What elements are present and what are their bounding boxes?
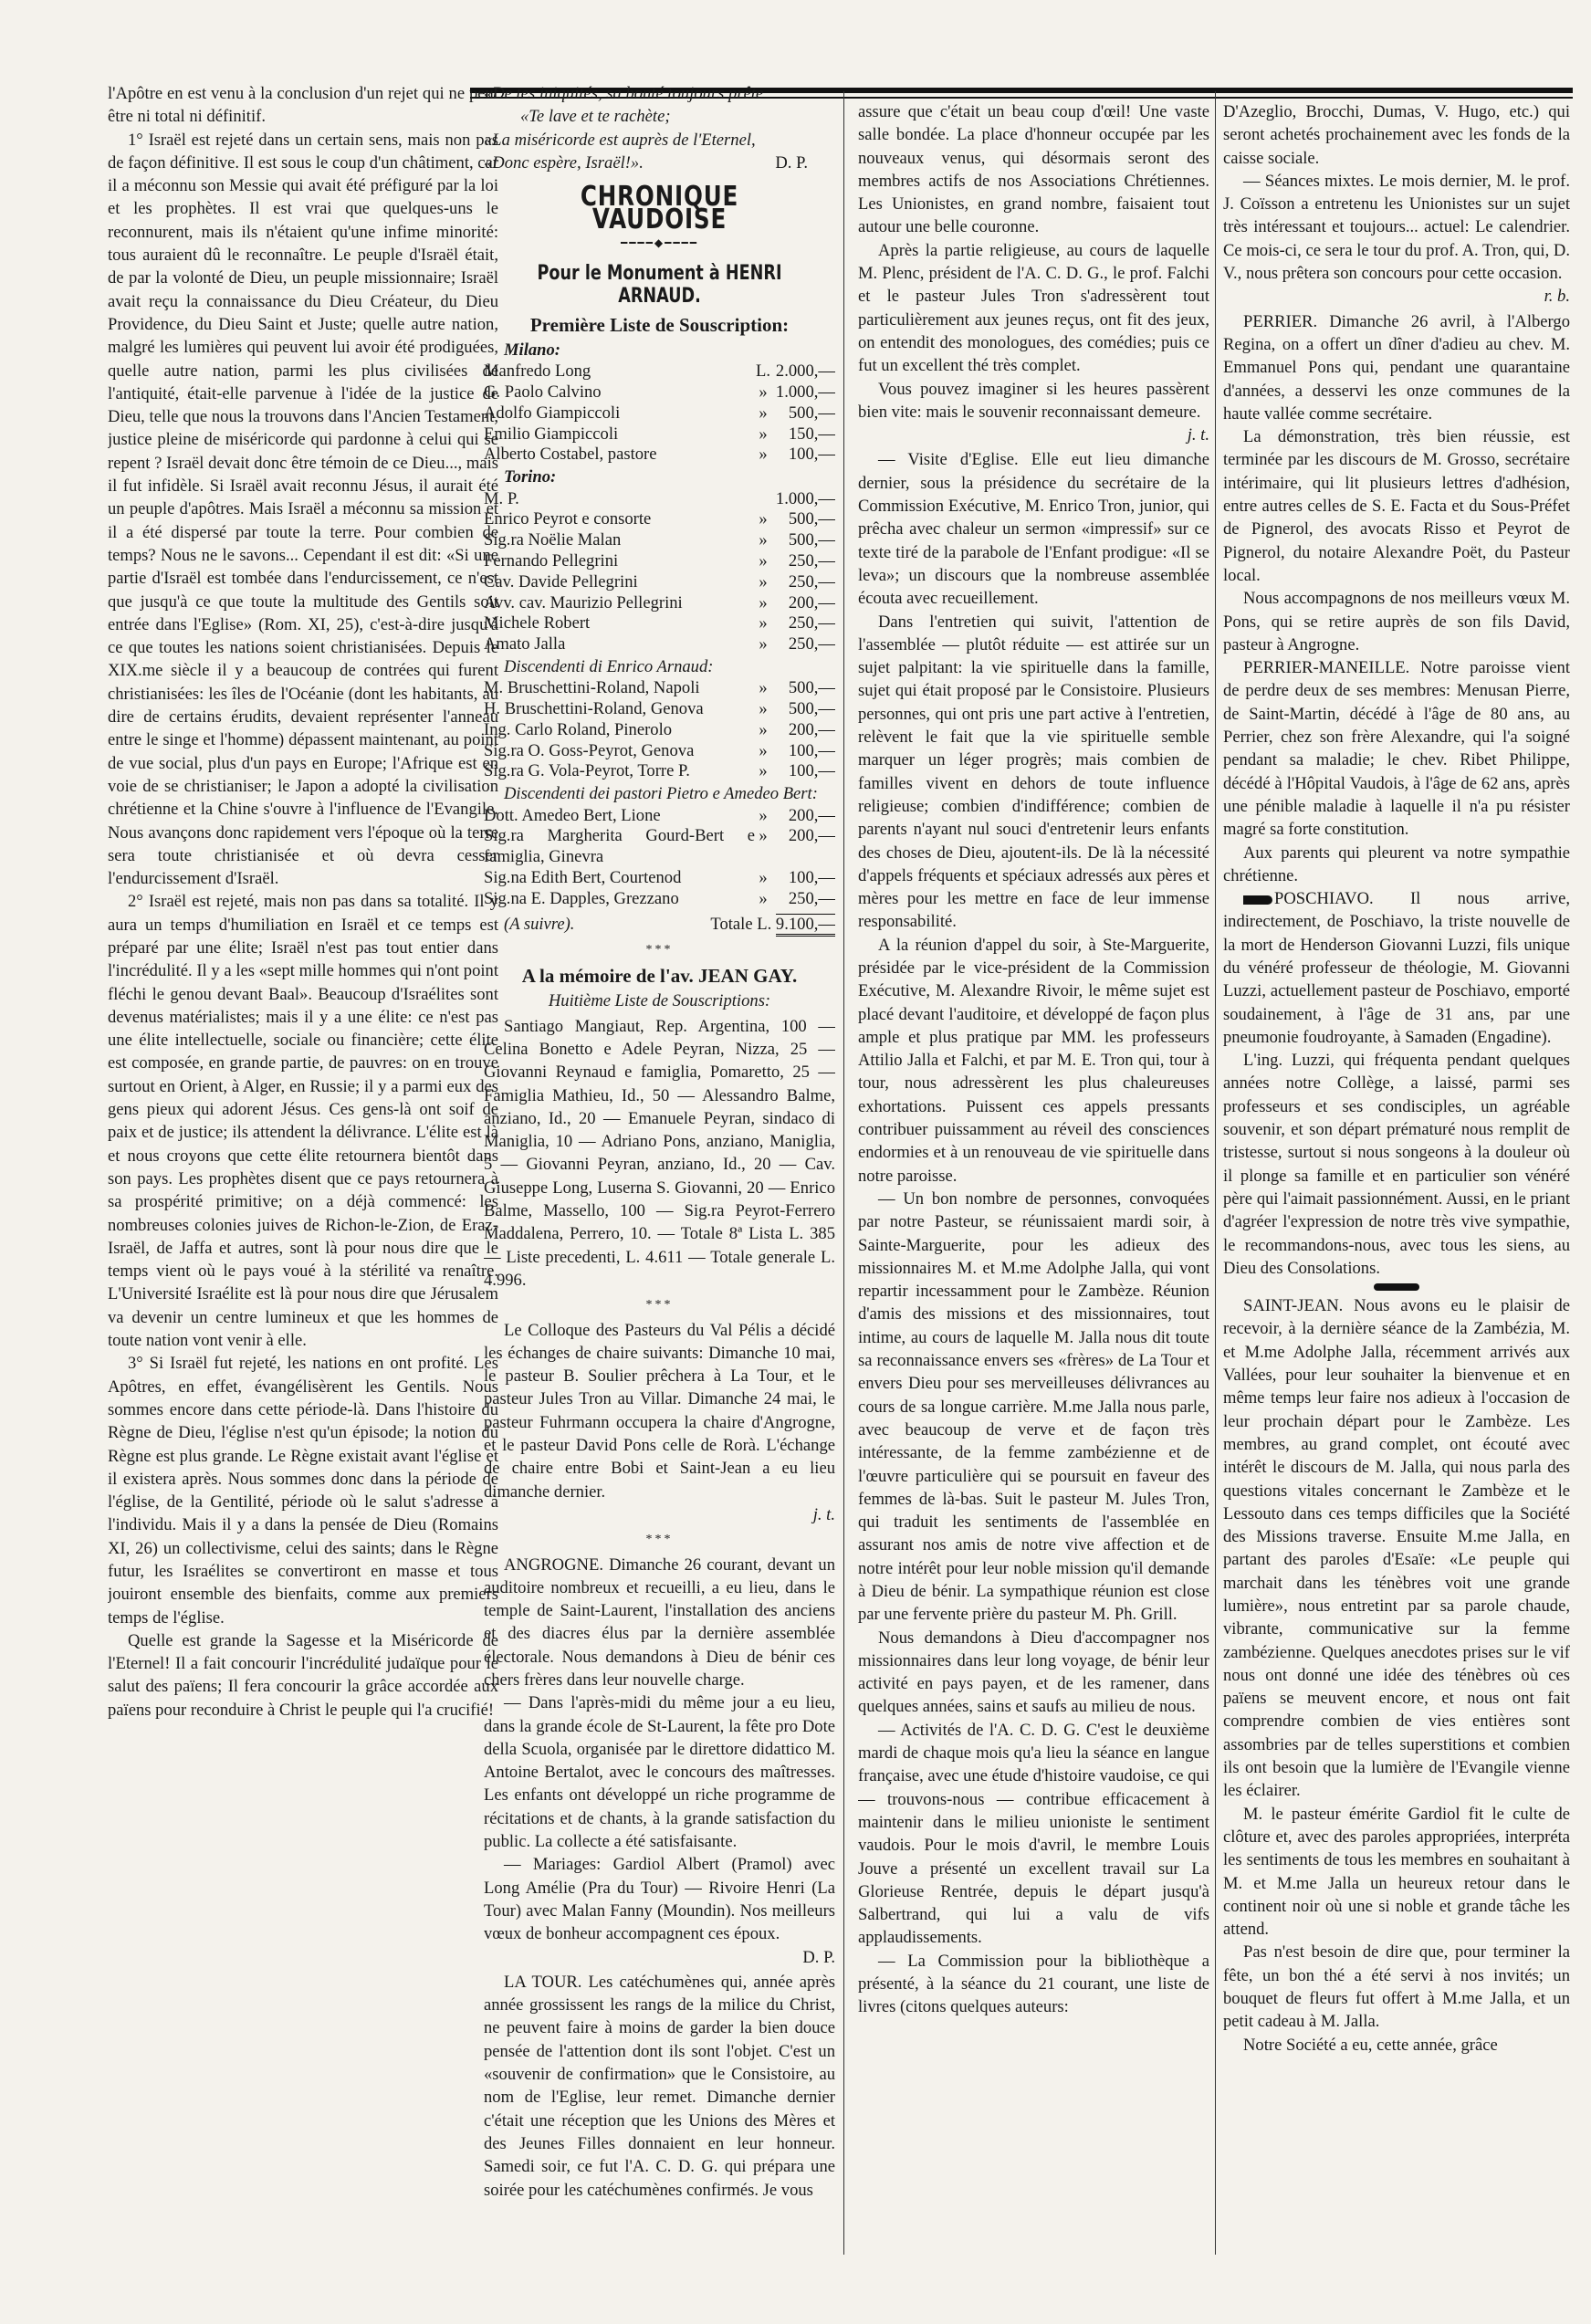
section-heading: CHRONIQUE VAUDOISE [580, 181, 739, 236]
ditto-mark: » [759, 550, 768, 571]
ditto-mark: » [759, 761, 768, 781]
list-heading: Huitième Liste de Souscriptions: [548, 991, 771, 1011]
amount: 100,— [788, 740, 835, 760]
table-row [484, 889, 835, 910]
ditto-mark: » [759, 719, 768, 739]
amount: 1.000,— [775, 488, 835, 508]
paragraph: Notre Société a eu, cette année, grâce [1243, 2035, 1498, 2055]
paragraph: ANGROGNE. Dimanche 26 courant, devant un auditoire nombreux et recueilli, a eu lieu, dans le temple de Saint-Laurent, l'installation des anciens et des diacres élus par la dernière assemblée électorale. Nous demandons à Dieu de bénir ces chers frères dans leur nouvelle charge. [484, 1555, 835, 1690]
poem-line: «Donc espère, Israël!». [484, 152, 644, 173]
ornament-icon: ━━━━◆━━━━ [620, 236, 699, 249]
signature: D. P. [802, 1947, 835, 1967]
table-row [484, 530, 835, 551]
paragraph: PERRIER. Dimanche 26 avril, à l'Albergo Regina, on a offert un dîner d'adieu au chev. M. Emmanuel Pons qui, pendant une quarantaine d'années, a desservi les onze communes de la haute vallée comme secrétaire. [1223, 311, 1570, 424]
signature: j. t. [812, 1504, 835, 1524]
table-row [484, 403, 835, 424]
paragraph: 3° Si Israël fut rejeté, les nations en ont profité. Les Apôtres, en effet, évangélisèrent les Gentils. Nous sommes encore dans cette période-là. Dans l'histoire du Règne de Dieu, l'église n'est qu'un épisode; la notion du Règne est plus grande. Le Règne existait avant l'église et il existera après. Nous sommes donc dans la période de l'église, de la Gentilité, période où le salut s'adresse à l'individu. Mais il y a dans la pensée de Dieu (Romains XI, 26) un collectivisme, celui des saints; dans le Règne futur, les Israélites se convertiront en masse et tous jouiront ensemble des bienfaits, comme aux premiers temps de l'église. [108, 1354, 498, 1628]
amount: 200,— [788, 592, 835, 612]
table-row [484, 678, 835, 699]
paragraph: D'Azeglio, Brocchi, Dumas, V. Hugo, etc.) qui seront achetés prochainement avec les fonds de la caisse sociale. [1223, 102, 1570, 168]
signature: D. P. [775, 152, 808, 173]
subscriber-name: Ing. Carlo Roland, Pinerolo [484, 719, 673, 739]
paragraph-text: POSCHIAVO. Il nous arrive, indirectement, de Poschiavo, la triste nouvelle de la mort de Henderson Giovanni Luzzi, fils unique du vénéré professeur de théologie, M. Giovanni Luzzi, actuellement pasteur de Poschiavo, emporté soudainement, à l'âge de 31 ans, par une pneumonie foudroyante, à Samaden (Engadine). [1223, 889, 1570, 1047]
table-row [484, 361, 835, 382]
ditto-mark: » [759, 382, 768, 403]
paragraph: L'ing. Luzzi, qui fréquenta pendant quelques années notre Collège, a laissé, parmi ses professeurs et ses condisciples, un agréable souvenir, et son départ prématuré nous remplit de tristesse, surtout si nous songeons à la douleur où il plonge sa famille et en particulier son vénéré père qui l'aimait passionnément. Aussi, en le priant d'agréer l'expression de notre très vive sympathie, le recommandons-nous, avec tous les siens, au Dieu des Consolations. [1223, 1051, 1570, 1278]
amount: 150,— [788, 424, 835, 444]
subscriber-name: Emilio Giampiccoli [484, 424, 619, 444]
ditto-mark: » [759, 678, 768, 698]
subscriber-name: Sig.ra O. Goss-Peyrot, Genova [484, 740, 695, 760]
separator: *** [645, 942, 674, 957]
amount: 250,— [788, 550, 835, 571]
paragraph: l'Apôtre en est venu à la conclusion d'un rejet qui ne peut être ni total ni définitif. [108, 84, 498, 127]
paragraph: Dans l'entretien qui suivit, l'attention de l'assemblée — plutôt réduite — est attirée sur un sujet palpitant: la vie spirituelle dans la famille, sujet qui était proposé par le Consistoire. Plusieurs personnes, qui ont pris une part active à l'entretien, relèvent le fait que la vie spirituelle semble marquer un léger progrès; mais combien de familles vivent en dehors de toute influence religieuse; combien d'indifférence; combien de parents n'ayant nul souci d'entretenir leurs enfants des choses de Dieu, ajoutent-ils. De là la nécessité d'appels fréquents et spéciaux adressés aux pères et mères pour les mettre en face de leur immense responsabilité. [858, 612, 1209, 932]
table-row [484, 634, 835, 655]
column-divider [1215, 91, 1216, 2255]
paragraph: — Visite d'Eglise. Elle eut lieu dimanche dernier, sous la présidence du secrétaire de la Commission Exécutive, M. Enrico Tron, junior, qui prêcha avec chaleur un sermon «impressif» sur ce texte tiré de la parabole de l'Enfant prodigue: «Il se leva»; un discours que la nombreuse assemblée écouta avec recueillement. [858, 450, 1209, 609]
paragraph: — Mariages: Gardiol Albert (Pramol) avec Long Amélie (Pra du Tour) — Rivoire Henri (La Tour) avec Malan Fanny (Moundin). Nos meilleurs vœux de bonheur accompagnent ces époux. [484, 1855, 835, 1944]
table-row [484, 720, 835, 741]
signature: j. t. [1187, 425, 1209, 445]
article-heading: Pour le Monument à HENRI ARNAUD. [537, 262, 782, 309]
amount: 200,— [788, 826, 835, 846]
ditto-mark: L. [755, 361, 770, 382]
subscription-group-label: Milano: [504, 340, 560, 360]
subscriber-name: H. Bruschettini-Roland, Genova [484, 699, 704, 719]
paragraph: PERRIER-MANEILLE. Notre paroisse vient de perdre deux de ses membres: Menusan Pierre, de Saint-Martin, décédé à l'âge de 80 ans, au Perrier, chez son frère Alexandre, qui l'a soigné pendant sa maladie; le chev. Ribet Philippe, décédé à l'Hôpital Vaudois, à l'âge de 62 ans, après une pénible maladie à laquelle il n'a pu résister magré sa forte constitution. [1223, 658, 1570, 840]
subscriber-name: Amato Jalla [484, 634, 566, 654]
ditto-mark: » [759, 613, 768, 633]
subscriber-name: Manfredo Long [484, 361, 591, 382]
paragraph: SAINT-JEAN. Nous avons eu le plaisir de recevoir, à la dernière séance de la Zambézia, M. et M.me Adolphe Jalla, récemment arrivés aux Vallées, pour leur souhaiter la bienvenue et en même temps leur faire nos adieux à l'occasion de leur prochain départ pour le Zambèze. Les membres, au grand complet, ont écouté avec intérêt le discours de M. Jalla, qui nous parla des questions vitales concernant le Zambèze et le Lessouto dans ces temps difficiles que la Société des Missions traverse. Ensuite M.me Jalla, en partant des paroles d'Esaïe: «Le peuple qui marchait dans les ténèbres voit une grande lumière», nous entretint par sa parole chaude, vibrante, communicative sur la femme zambézienne. Quelques anecdotes prises sur le vif nous ont donné une idée des ténèbres où ces païens se meuvent encore, et nous ont fait comprendre combien de vies entières sont assombries par de telles superstitions et combien ils ont besoin que la lumière de l'Evangile vienne les éclairer. [1223, 1296, 1570, 1801]
subscriber-name: Enrico Peyrot e consorte [484, 509, 652, 529]
paragraph: 1° Israël est rejeté dans un certain sens, mais non pas de façon définitive. Il est sous le coup d'un châtiment, car il a méconnu son Messie qui avait été préfiguré par la loi et les prophètes. Il est vrai que quelques-uns le reconnurent, mais ils n'étaient qu'une infime minorité: tous auraient dû le reconnaître. Le peuple d'Israël était, de par la volonté de Dieu, un peuple missionnaire; Israël avait reçu la connaissance du Dieu Créateur, du Dieu Providence, du Dieu Saint et Juste; quelle autre nation, malgré les lumières qui peuvent lui avoir été prodiguées, quelle autre nation, parmi les plus civilisées de l'antiquité, était-elle parvenue à l'idée de la justice de Dieu, telle que nous la trouvons dans l'Ancien Testament, justice pleine de miséricorde qui pardonne à celui qui se repent ? Israël devait donc être témoin de ce Dieu..., mais il fut infidèle. Si Israël avait reconnu Jésus, il aurait été un peuple d'apôtres. Mais Israël a méconnu sa mission et il a été dispersé par toute la terre. Pour combien de temps? Nous ne le savons... Cependant il est dit: «Si une partie d'Israël est tombée dans l'endurcissement, ce n'est que jusqu'à ce que toute la multitude des Gentils soit entrée dans l'Eglise» (Rom. XI, 25), c'est-à-dire jusqu'à ce que toutes les nations soient christianisées. Depuis le XIX.me siècle il y a beaucoup de contrées qui furent christianisées: les îles de l'Océanie (dont les habitants, au dire de certains érudits, devaient représenter l'anneau entre le singe et l'homme) dépassent maintenant, au point de vue social, plus d'un pays en Europe; l'Afrique est en voie de se christianiser; le Japon a adopté la civilisation chrétienne et la Chine s'ouvre à l'influence de l'Evangile. Nous avançons donc rapidement vers l'époque où la terre sera toute christianisée et où devra cesser l'endurcissement d'Israël. [108, 130, 498, 889]
paragraph: assure que c'était un beau coup d'œil! Une vaste salle bondée. La place d'honneur occupée par les nouveaux venus, qui désormais seront des membres actifs de nos Associations Chrétiennes. Les Unionistes, en grand nombre, faisaient tout autour une belle couronne. [858, 102, 1209, 237]
total-label: Totale L. [710, 915, 772, 935]
paragraph: — Dans l'après-midi du même jour a eu lieu, dans la grande école de St-Laurent, la fête pro Dote della Scuola, organisée par le direttore didattico M. Antoine Bertalot, avec le concours des maîtresses. Les enfants ont développé un riche programme de récitations et de chants, à la grande satisfaction du public. La collecte a été satisfaisante. [484, 1693, 835, 1852]
paragraph: Nous demandons à Dieu d'accompagner nos missionnaires dans leur long voyage, de bénir leur activité en pays payen, et de les ramener, dans quelques années, sains et saufs au milieu de nous. [858, 1628, 1209, 1717]
paragraph: — Séances mixtes. Le mois dernier, M. le prof. J. Coïsson a entretenu les Unionistes sur un sujet très intéressant et toujours... actuel: Le calendrier. Ce mois-ci, ce sera le tour du prof. A. Tron, qui, D. V., nous prêtera son concours pour cette occasion. [1223, 171, 1570, 284]
amount: 500,— [788, 530, 835, 550]
ditto-mark: » [759, 740, 768, 760]
paragraph: M. le pasteur émérite Gardiol fit le culte de clôture et, avec des paroles appropriées, interpréta les sentiments de tous les membres en souhaitant à M. et M.me Jalla un heureux retour dans le continent noir où une si noble et grande tâche les attend. [1223, 1804, 1570, 1940]
ditto-mark: » [759, 424, 768, 444]
ditto-mark: » [759, 888, 768, 908]
paragraph: A la réunion d'appel du soir, à Ste-Marguerite, présidée par le vice-président de la Commission Exécutive, M. Alexandre Rivoir, le même sujet est placé devant l'auditoire, et développé de façon plus ample et plus pratique par MM. les professeurs Attilio Jalla et Falchi, et par M. E. Tron qui, tour à tour, nous adressèrent les plus chaleureuses exhortations. Puissent ces appels pressants contribuer puissamment au réveil des consciences endormies et à un renouveau de vie spirituelle dans notre paroisse. [858, 935, 1209, 1186]
subscription-group-label: Discendenti di Enrico Arnaud: [504, 656, 714, 676]
paragraph: — Activités de l'A. C. D. G. C'est le deuxième mardi de chaque mois qu'a lieu la séance en langue française, avec une étude d'histoire vaudoise, ce qui — trouvons-nous — contribue efficacement à maintenir dans le milieu unioniste le sentiment vaudois. Pour le mois d'avril, le membre Louis Jouve a présenté un excellent travail sur La Glorieuse Rentrée, depuis le départ jusqu'à Salbertrand, qui lui a valu de vifs applaudissements. [858, 1720, 1209, 1948]
table-row [484, 551, 835, 572]
paragraph: — La Commission pour la bibliothèque a présenté, à la séance du 21 courant, une liste de livres (citons quelques auteurs: [858, 1951, 1209, 2017]
paragraph: Pas n'est besoin de dire que, pour terminer la fête, un bon thé a été servi à nos invités; un bouquet de fleurs fut offert à M.me Jalla, et un petit cadeau à M. Jalla. [1223, 1942, 1570, 2032]
subscription-group-label: Discendenti dei pastori Pietro e Amedeo Bert: [504, 784, 818, 804]
table-row [484, 741, 835, 762]
separator: *** [645, 1533, 674, 1547]
ditto-mark: » [759, 592, 768, 612]
a-suivre: (A suivre). [504, 915, 575, 935]
table-row [484, 613, 835, 634]
total-row [484, 913, 835, 936]
list-heading: Première Liste de Souscription: [529, 313, 790, 336]
subscriber-name: Cav. Davide Pellegrini [484, 571, 638, 591]
table-row [484, 868, 835, 889]
column-divider [843, 91, 844, 2255]
table-row [484, 489, 835, 510]
ditto-mark: » [759, 867, 768, 887]
amount: 500,— [788, 699, 835, 719]
poem-line: «Te lave et te rachète; [520, 107, 671, 127]
subscriber-name: Sig.ra Margherita Gourd-Bert e famiglia, Ginevra [484, 826, 755, 867]
article-heading: A la mémoire de l'av. JEAN GAY. [521, 965, 798, 988]
amount: 500,— [788, 403, 835, 423]
subscription-table [484, 806, 835, 910]
subscription-table [484, 361, 835, 466]
amount: 250,— [788, 888, 835, 908]
column-2 [484, 82, 835, 2255]
table-row [484, 382, 835, 403]
paragraph: — Un bon nombre de personnes, convoquées par notre Pasteur, se réunissaient mardi soir, à Sainte-Marguerite, pour les adieux des missionnaires M. et M.me Adolphe Jalla, qui vont repartir incessamment pour le Zambèze. Réunion d'amis des missions et des missionnaires, tout intime, au cours de laquelle M. Jalla nous dit toute sa reconnaissance envers ses «frères» de La Tour et envers Dieu pour ses merveilleuses délivrances au cours de sa longue carrière. M.me Jalla nous parle, avec beaucoup de verve et de façon très intéressante, de la femme zambézienne et de l'œuvre particulière qui se poursuit en faveur des femmes de là-bas. Suit le pasteur M. Jules Tron, qui traduit les sentiments de l'assemblée en assurant nos amis de notre vive affection et de notre intérêt pour leur noble mission qu'il demande à Dieu de bénir. La sympathique réunion est close par une fervente prière du pasteur M. Ph. Grill. [858, 1188, 1209, 1625]
ditto-mark: » [759, 509, 768, 529]
table-row [484, 699, 835, 720]
poem-line: «De tes iniquités, sa bonté toujours prête [484, 84, 764, 103]
poem-line: «La miséricorde est auprès de l'Eternel, [484, 130, 756, 150]
subscriber-name: Avv. cav. Maurizio Pellegrini [484, 592, 683, 612]
amount: 200,— [788, 805, 835, 825]
amount: 2.000,— [775, 361, 835, 382]
ditto-mark: » [759, 445, 768, 465]
table-row [484, 593, 835, 614]
paragraph: Après la partie religieuse, au cours de laquelle M. Plenc, président de l'A. C. D. G., le prof. Falchi et le pasteur Jules Tron s'adressèrent tout particulièrement aux jeunes reçus, ont fit des jeux, on entendit des monologues, des comédies; puis ce fut un excellent thé très complet. [858, 240, 1209, 376]
subscription-group-label: Torino: [504, 467, 557, 487]
subscriber-name: M. P. [484, 488, 519, 508]
ditto-mark: » [759, 403, 768, 423]
amount: 250,— [788, 634, 835, 654]
ornament-icon [1223, 1283, 1570, 1291]
amount: 1.000,— [775, 382, 835, 403]
subscriber-name: M. Bruschettini-Roland, Napoli [484, 678, 700, 698]
subscriber-name: Sig.ra G. Vola-Peyrot, Torre P. [484, 761, 690, 781]
ditto-mark: » [759, 805, 768, 825]
ornament-icon [1243, 895, 1272, 905]
subscriber-name: Fernando Pellegrini [484, 550, 619, 571]
paragraph: Aux parents qui pleurent va notre sympathie chrétienne. [1223, 843, 1570, 885]
ditto-mark [755, 489, 771, 510]
table-row [484, 509, 835, 530]
column-1 [108, 82, 498, 2255]
subscriber-name: Adolfo Giampiccoli [484, 403, 621, 423]
amount: 250,— [788, 571, 835, 591]
ditto-mark: » [759, 634, 768, 654]
amount: 500,— [788, 509, 835, 529]
ditto-mark: » [759, 699, 768, 719]
total-value: 9.100,— [776, 914, 835, 937]
signature: r. b. [1544, 287, 1570, 307]
table-row [484, 572, 835, 593]
ditto-mark: » [759, 530, 768, 550]
subscription-list [484, 339, 835, 910]
subscriber-name: Alberto Costabel, pastore [484, 445, 657, 465]
subscriber-name: Sig.na E. Dapples, Grezzano [484, 888, 679, 908]
subscriber-name: Sig.ra Noëlie Malan [484, 530, 622, 550]
ditto-mark: » [759, 571, 768, 591]
amount: 200,— [788, 719, 835, 739]
subscriber-name: Dott. Amedeo Bert, Lione [484, 805, 661, 825]
table-row [484, 424, 835, 445]
paragraph: Santiago Mangiaut, Rep. Argentina, 100 — Celina Bonetto e Adele Peyran, Nizza, 25 — Giovanni Reynaud e famiglia, Pomaretto, 25 — Famiglia Mathieu, Id., 50 — Alessandro Balme, anziano, Id., 20 — Emanuele Peyran, sindaco di Maniglia, 10 — Adriano Pons, anziano, Maniglia, 5 — Giovanni Peyran, anziano, Id., 20 — Cav. Giuseppe Long, Luserna S. Giovanni, 20 — Enrico Balme, Massello, 100 — Sig.ra Peyrot-Ferrero Maddalena, Perrero, 10. — Totale 8ª Lista L. 385 — Liste precedenti, L. 4.611 — Totale generale L. 4.996. [484, 1016, 835, 1290]
amount: 250,— [788, 613, 835, 633]
subscription-table [484, 489, 835, 655]
table-row [484, 826, 835, 868]
paragraph: Vous pouvez imaginer si les heures passèrent bien vite: mais le souvenir reconnaissant demeure. [858, 379, 1209, 422]
amount: 500,— [788, 678, 835, 698]
subscriber-name: Michele Robert [484, 613, 591, 633]
table-row [484, 445, 835, 466]
paragraph: Nous accompagnons de nos meilleurs vœux M. Pons, qui se retire auprès de son fils David, pasteur à Angrogne. [1223, 589, 1570, 654]
column-3 [858, 100, 1209, 2255]
paragraph: LA TOUR. Les catéchumènes qui, année après année grossissent les rangs de la milice du Christ, ne peuvent faire à moins de garder la bien douce pensée de l'attention dont ils sont l'objet. C'est un «souvenir de confirmation» que le Consistoire, au nom de l'Eglise, leur remet. Dimanche dernier c'était une réception que les Unions des Mères et des Jeunes Filles donnaient en leur honneur. Samedi soir, ce fut l'A. C. D. G. qui prépara une soirée pour les catéchumènes confirmés. Je vous [484, 1972, 835, 2200]
paragraph: La démonstration, très bien réussie, est terminée par les discours de M. Grosso, secrétaire intérimaire, qui lit plusieurs lettres d'adhésion, entre autres celles de S. E. Facta et du Sous-Préfet de Pignerol, des avocats Risso et Peyrot de Pignerol, du notaire Alexandre Poët, du Pasteur local. [1223, 427, 1570, 585]
subscriber-name: G. Paolo Calvino [484, 382, 602, 403]
table-row [484, 806, 835, 827]
amount: 100,— [788, 761, 835, 781]
column-4 [1223, 100, 1570, 2255]
subscription-table [484, 678, 835, 782]
ditto-mark: » [759, 826, 768, 846]
subscriber-name: Sig.na Edith Bert, Courtenod [484, 867, 682, 887]
amount: 100,— [788, 867, 835, 887]
separator: *** [645, 1298, 674, 1313]
paragraph [1223, 887, 1570, 1049]
table-row [484, 761, 835, 782]
amount: 100,— [788, 445, 835, 465]
paragraph: Le Colloque des Pasteurs du Val Pélis a décidé les échanges de chaire suivants: Dimanche 10 mai, le pasteur B. Soulier prêchera à La Tour, et le pasteur Jules Tron au Villar. Dimanche 24 mai, le pasteur Fuhrmann occupera la chaire d'Angrogne, et le pasteur David Pons celle de Rorà. L'échange de chaire entre Bobi et Saint-Jean a eu lieu dimanche dernier. [484, 1320, 835, 1502]
paragraph: 2° Israël est rejeté, mais non pas dans sa totalité. Il y aura un temps d'humiliation en Israël et ce temps est préparé par une élite; Israël n'est pas tout entier dans l'incrédulité. Il y a les «sept mille hommes qui n'ont point fléchi le genou devant Baal». Beaucoup d'Israélites sont devenus matérialistes; mais il y a une élite: ce n'est pas une élite intellectuelle, sociale ou financière; cette élite est composée, en grande partie, de pauvres: on en trouve surtout en Orient, à Alger, en Russie; il y a parmi eux des gens pieux qui adorent Jésus. Ces gens-là ont soif de paix et de justice; ils attendent la délivrance. L'élite est là et nous croyons que cette élite retournera bientôt dans son pays. Les prophètes disent que ce pays retournera à sa prospérité primitive; on a déjà commencé: les nombreuses colonies juives de Richon-le-Zion, de Eraz-Israël, de Jaffa et autres, sont là pour nous dire que le temps vient où le pays voué à la stérilité va renaître. L'Université Israélite est là pour nous dire que Jérusalem va devenir un centre lumineux et que les hommes de toute nation vont venir à elle. [108, 892, 498, 1351]
paragraph: Quelle est grande la Sagesse et la Miséricorde de l'Eternel! Il a fait concourir l'incrédulité judaïque pour le salut des païens; Il fera concourir la grâce accordée aux païens pour reconduire à Christ le peuple qui l'a crucifié! [108, 1630, 498, 1720]
